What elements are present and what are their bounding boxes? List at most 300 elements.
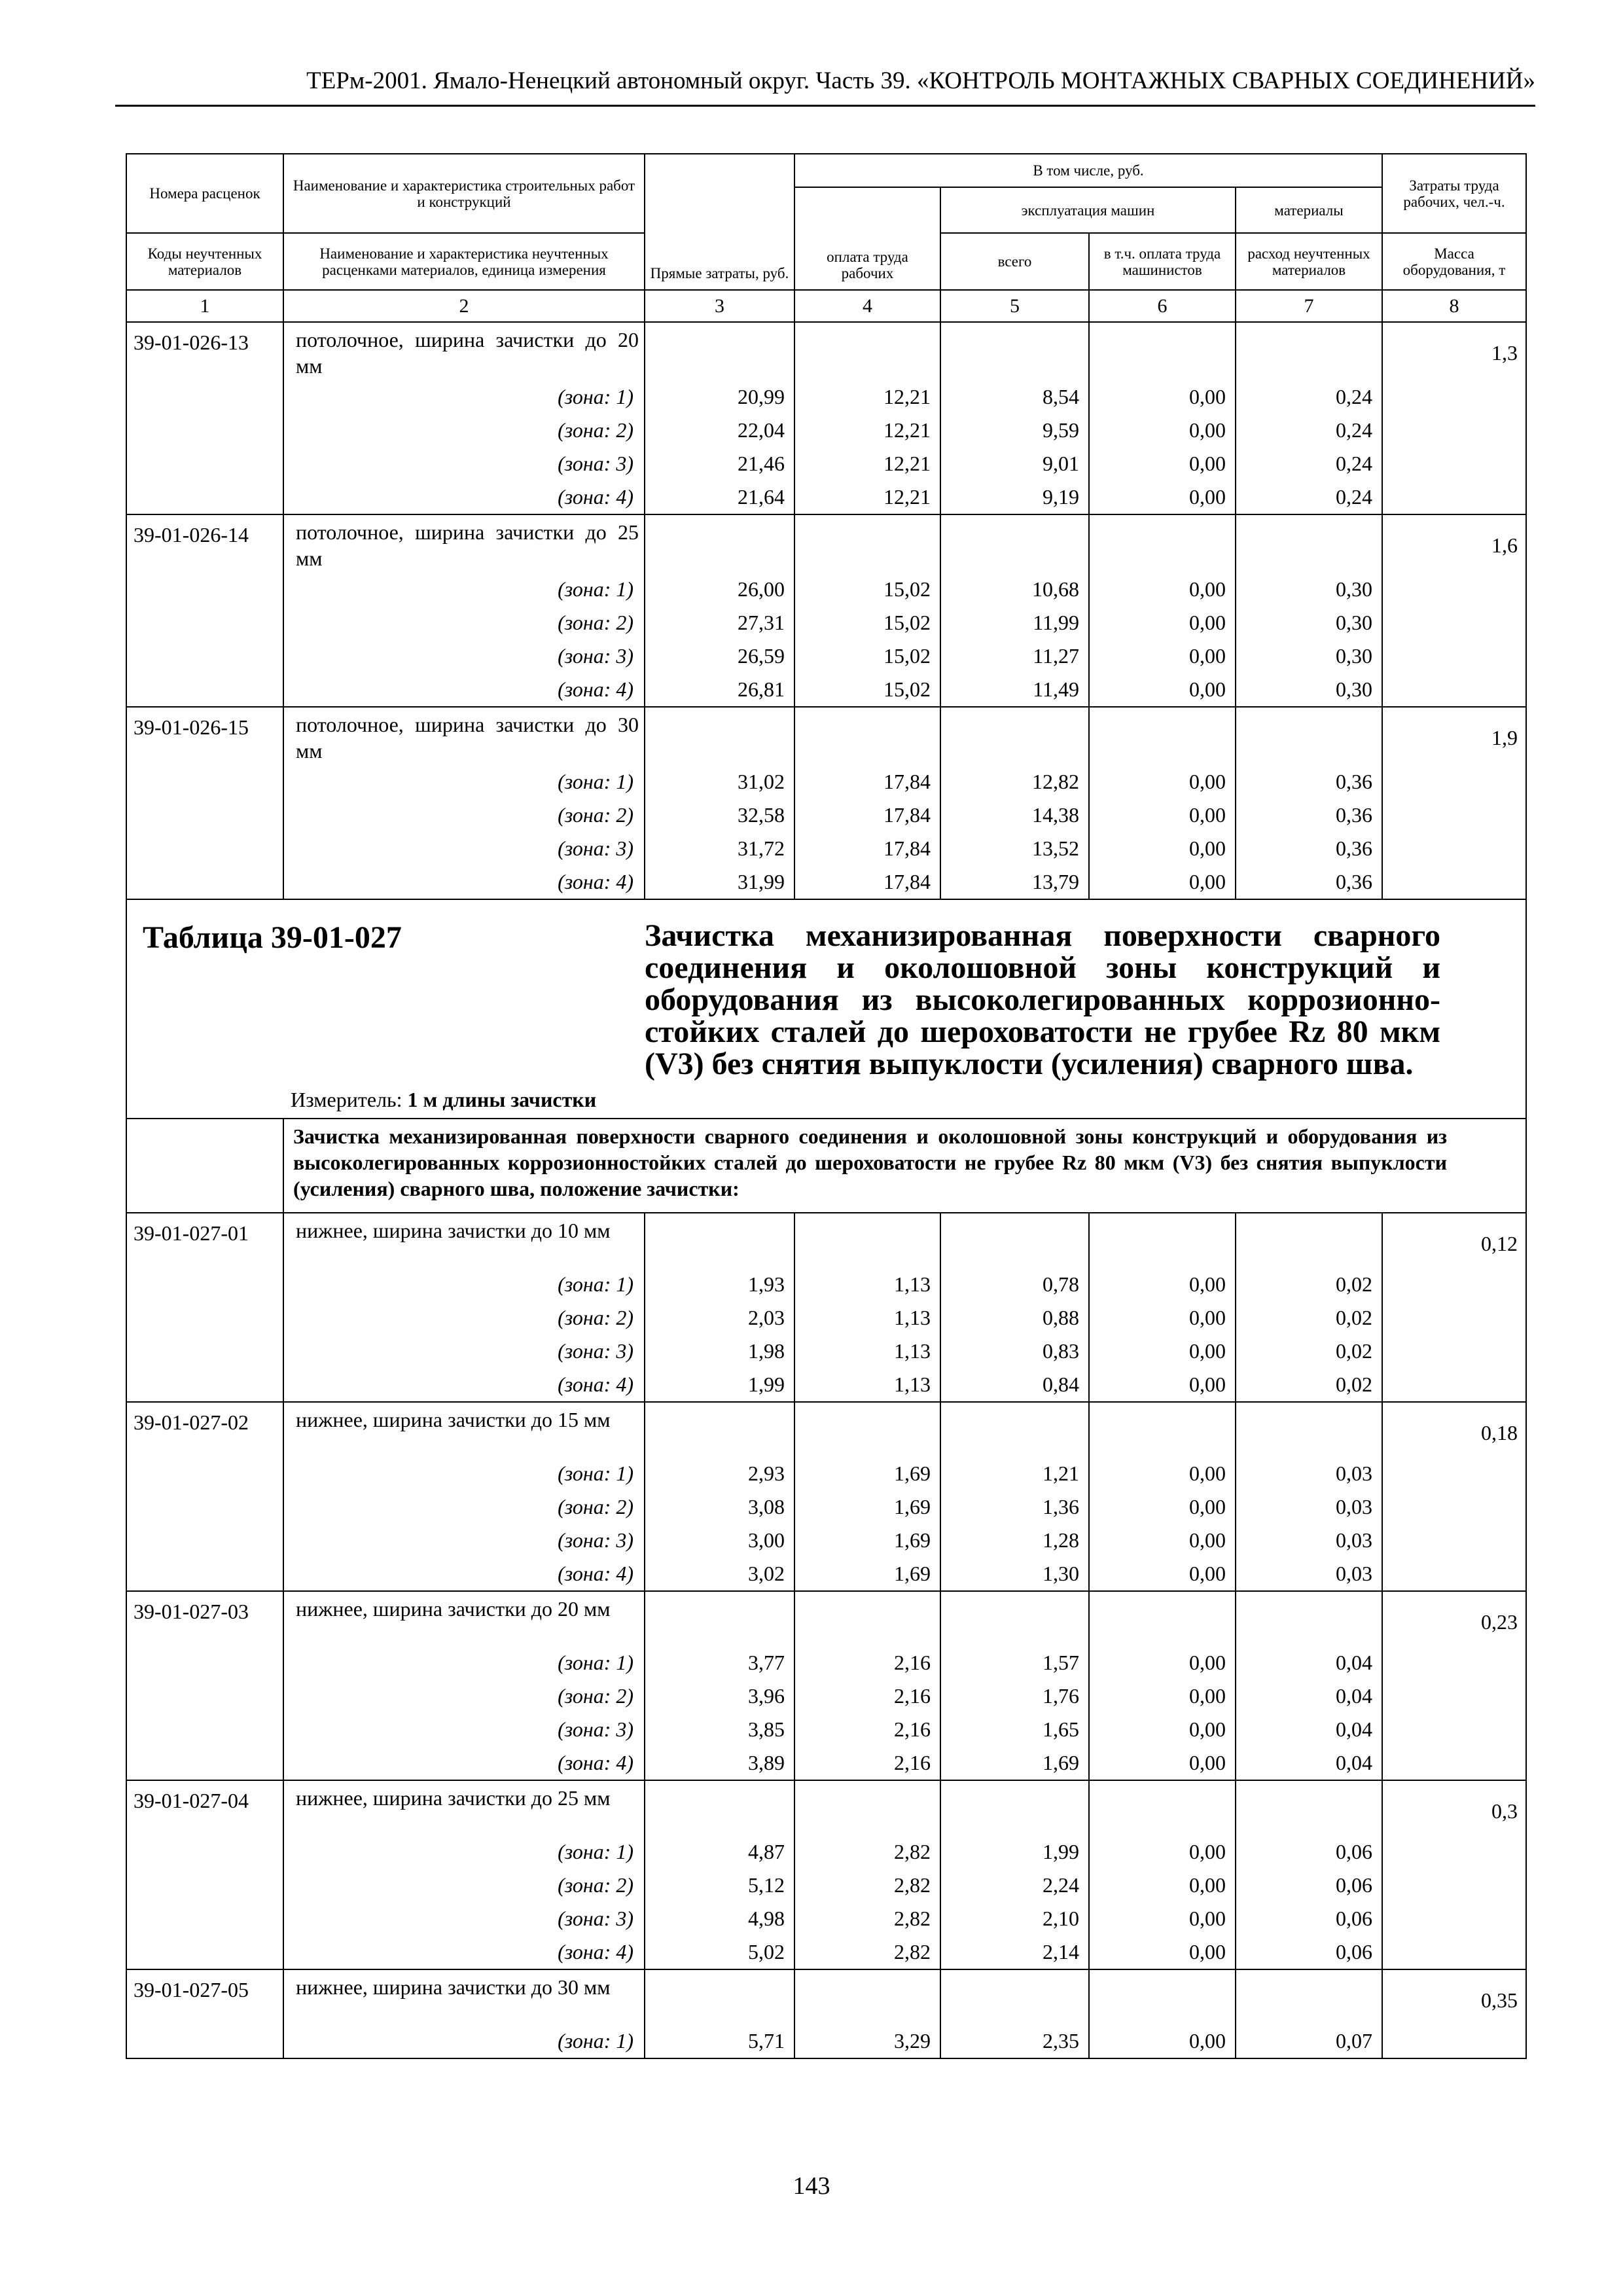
machines-cost: 1,36 [940,1490,1089,1524]
zone-label: (зона: 1) [283,1646,645,1679]
machinists-wages: 0,00 [1089,1335,1236,1368]
machines-cost: 0,84 [940,1368,1089,1402]
machinists-wages: 0,00 [1089,1301,1236,1335]
section-title: Зачистка механизированная поверхности сварного соединения и околошовной зоны конструкций и оборудования из высоколегированных коррозионно-стойких сталей до шероховатости не грубее Rz 80 мкм (V3) без снятия выпуклости (усиления) сварного шва. [645,899,1526,1080]
machinists-wages: 0,00 [1089,2024,1236,2058]
measure-value: 1 м длины зачистки [407,1088,597,1111]
wages-cost: 12,21 [794,380,940,414]
materials-cost: 0,03 [1236,1524,1382,1557]
wages-cost: 17,84 [794,832,940,865]
machines-cost: 9,59 [940,414,1089,447]
zone-label: (зона: 1) [283,573,645,606]
zone-row [126,1746,1526,1780]
price-table [126,153,1527,2059]
wages-cost: 1,69 [794,1524,940,1557]
empty-cell [1089,1213,1236,1268]
machines-cost: 1,28 [940,1524,1089,1557]
zone-label: (зона: 1) [283,765,645,798]
zone-row [126,1557,1526,1591]
wages-cost: 2,16 [794,1713,940,1746]
rate-row [126,1591,1526,1646]
rate-code: 39-01-027-05 [126,1969,283,2058]
zone-label: (зона: 2) [283,798,645,832]
empty-cell [1236,1591,1382,1646]
zone-label: (зона: 3) [283,1524,645,1557]
column-number: 3 [645,290,794,322]
empty-cell [645,514,794,573]
zone-row [126,573,1526,606]
materials-cost: 0,30 [1236,573,1382,606]
direct-cost: 5,71 [645,2024,794,2058]
zone-label: (зона: 2) [283,1679,645,1713]
machines-cost: 13,79 [940,865,1089,899]
empty-cell [794,707,940,765]
direct-cost: 26,81 [645,673,794,707]
machines-cost: 0,83 [940,1335,1089,1368]
machines-cost: 2,14 [940,1935,1089,1969]
materials-cost: 0,04 [1236,1713,1382,1746]
direct-cost: 3,08 [645,1490,794,1524]
zone-label: (зона: 3) [283,1335,645,1368]
materials-cost: 0,02 [1236,1335,1382,1368]
wages-cost: 17,84 [794,798,940,832]
zone-row [126,1335,1526,1368]
measure-cell [126,1080,1526,1119]
zone-row [126,606,1526,639]
empty-cell [1089,1591,1236,1646]
machinists-wages: 0,00 [1089,798,1236,832]
zone-row [126,1301,1526,1335]
zone-row [126,765,1526,798]
empty-cell [1089,1402,1236,1457]
materials-cost: 0,02 [1236,1268,1382,1301]
machines-cost: 0,88 [940,1301,1089,1335]
empty-cell [645,1780,794,1835]
empty-cell [940,1591,1089,1646]
zone-row [126,1935,1526,1969]
rate-code: 39-01-026-14 [126,514,283,707]
rate-row [126,514,1526,573]
labor-cost: 0,23 [1382,1591,1526,1780]
materials-cost: 0,02 [1236,1368,1382,1402]
column-number: 6 [1089,290,1236,322]
header-wages: оплата труда рабочих [794,187,940,290]
machines-cost: 0,78 [940,1268,1089,1301]
zone-row [126,1490,1526,1524]
empty-cell [794,1780,940,1835]
wages-cost: 17,84 [794,765,940,798]
direct-cost: 3,77 [645,1646,794,1679]
materials-cost: 0,07 [1236,2024,1382,2058]
machinists-wages: 0,00 [1089,1713,1236,1746]
machines-cost: 11,49 [940,673,1089,707]
direct-cost: 5,12 [645,1869,794,1902]
zone-label: (зона: 1) [283,1835,645,1869]
wages-cost: 12,21 [794,414,940,447]
zone-label: (зона: 2) [283,606,645,639]
machines-cost: 11,27 [940,639,1089,673]
materials-cost: 0,36 [1236,832,1382,865]
description-row [126,1119,1526,1213]
empty-cell [645,322,794,380]
machinists-wages: 0,00 [1089,1557,1236,1591]
direct-cost: 4,87 [645,1835,794,1869]
zone-row [126,832,1526,865]
empty-cell [1236,1969,1382,2024]
direct-cost: 3,96 [645,1679,794,1713]
zone-row [126,447,1526,480]
wages-cost: 12,21 [794,447,940,480]
machines-cost: 1,99 [940,1835,1089,1869]
machinists-wages: 0,00 [1089,1835,1236,1869]
empty-cell [940,514,1089,573]
wages-cost: 1,13 [794,1301,940,1335]
materials-cost: 0,06 [1236,1835,1382,1869]
empty-cell [1236,1213,1382,1268]
header-direct: Прямые затраты, руб. [645,154,794,290]
empty-cell [940,1780,1089,1835]
running-header: ТЕРм-2001. Ямало-Ненецкий автономный округ. Часть 39. «КОНТРОЛЬ МОНТАЖНЫХ СВАРНЫХ СОЕДИНЕНИЙ» [306,67,1535,94]
materials-cost: 0,03 [1236,1457,1382,1490]
zone-label: (зона: 3) [283,639,645,673]
empty-cell [1089,514,1236,573]
header-material-use: расход неучтенных материалов [1236,233,1382,290]
zone-label: (зона: 4) [283,1557,645,1591]
machinists-wages: 0,00 [1089,573,1236,606]
machinists-wages: 0,00 [1089,447,1236,480]
zone-label: (зона: 1) [283,1457,645,1490]
rate-name: потолочное, ширина зачистки до 30 мм [283,707,645,765]
direct-cost: 27,31 [645,606,794,639]
empty-cell [1236,514,1382,573]
machines-cost: 2,35 [940,2024,1089,2058]
wages-cost: 2,16 [794,1679,940,1713]
rate-name: потолочное, ширина зачистки до 20 мм [283,322,645,380]
direct-cost: 3,02 [645,1557,794,1591]
machinists-wages: 0,00 [1089,1524,1236,1557]
empty-cell [794,514,940,573]
direct-cost: 32,58 [645,798,794,832]
wages-cost: 15,02 [794,639,940,673]
column-number: 2 [283,290,645,322]
wages-cost: 1,69 [794,1490,940,1524]
zone-row [126,639,1526,673]
wages-cost: 1,13 [794,1268,940,1301]
zone-label: (зона: 4) [283,673,645,707]
direct-cost: 21,64 [645,480,794,514]
header-material-names: Наименование и характеристика неучтенных расценками материалов, единица измерения [283,233,645,290]
machines-cost: 1,76 [940,1679,1089,1713]
section-label-cell [126,899,645,1080]
materials-cost: 0,06 [1236,1869,1382,1902]
direct-cost: 31,99 [645,865,794,899]
empty-cell [645,1402,794,1457]
zone-row [126,1679,1526,1713]
rate-row [126,1780,1526,1835]
column-number: 4 [794,290,940,322]
materials-cost: 0,24 [1236,480,1382,514]
zone-label: (зона: 3) [283,1902,645,1935]
machines-cost: 1,57 [940,1646,1089,1679]
materials-cost: 0,36 [1236,765,1382,798]
machinists-wages: 0,00 [1089,606,1236,639]
wages-cost: 2,82 [794,1835,940,1869]
wages-cost: 2,82 [794,1902,940,1935]
wages-cost: 15,02 [794,573,940,606]
zone-row [126,1368,1526,1402]
empty-cell [645,1969,794,2024]
labor-cost: 1,6 [1382,514,1526,707]
section-label: Таблица 39-01-027 [143,920,402,955]
machines-cost: 12,82 [940,765,1089,798]
empty-cell [794,1969,940,2024]
empty-cell [1089,1969,1236,2024]
machinists-wages: 0,00 [1089,414,1236,447]
machines-cost: 2,24 [940,1869,1089,1902]
column-number: 1 [126,290,283,322]
machinists-wages: 0,00 [1089,1490,1236,1524]
empty-cell [1089,1780,1236,1835]
empty-cell [940,1969,1089,2024]
header-machines-total: всего [940,233,1089,290]
empty-cell [940,322,1089,380]
wages-cost: 3,29 [794,2024,940,2058]
machines-cost: 1,30 [940,1557,1089,1591]
zone-label: (зона: 3) [283,1713,645,1746]
rate-name: нижнее, ширина зачистки до 20 мм [283,1591,645,1646]
machinists-wages: 0,00 [1089,832,1236,865]
zone-row [126,1835,1526,1869]
materials-cost: 0,36 [1236,865,1382,899]
machinists-wages: 0,00 [1089,480,1236,514]
rate-row [126,1969,1526,2024]
rate-name: нижнее, ширина зачистки до 15 мм [283,1402,645,1457]
machinists-wages: 0,00 [1089,380,1236,414]
machinists-wages: 0,00 [1089,765,1236,798]
machinists-wages: 0,00 [1089,639,1236,673]
empty-cell [940,707,1089,765]
machinists-wages: 0,00 [1089,1869,1236,1902]
zone-label: (зона: 1) [283,380,645,414]
machines-cost: 14,38 [940,798,1089,832]
measure-row [126,1080,1526,1119]
direct-cost: 22,04 [645,414,794,447]
rate-name: потолочное, ширина зачистки до 25 мм [283,514,645,573]
rate-code: 39-01-026-15 [126,707,283,899]
zone-row [126,414,1526,447]
machinists-wages: 0,00 [1089,673,1236,707]
empty-cell [645,707,794,765]
zone-label: (зона: 4) [283,1746,645,1780]
zone-label: (зона: 2) [283,1869,645,1902]
machinists-wages: 0,00 [1089,1935,1236,1969]
labor-cost: 0,12 [1382,1213,1526,1402]
wages-cost: 1,13 [794,1335,940,1368]
direct-cost: 2,93 [645,1457,794,1490]
wages-cost: 15,02 [794,673,940,707]
materials-cost: 0,30 [1236,606,1382,639]
rate-row [126,1402,1526,1457]
materials-cost: 0,03 [1236,1557,1382,1591]
materials-cost: 0,24 [1236,380,1382,414]
rate-name: нижнее, ширина зачистки до 10 мм [283,1213,645,1268]
header-names: Наименование и характеристика строительных работ и конструкций [283,154,645,233]
header-codes: Номера расценок [126,154,283,233]
empty-cell [1236,1402,1382,1457]
empty-cell [1089,322,1236,380]
materials-cost: 0,03 [1236,1490,1382,1524]
zone-label: (зона: 4) [283,480,645,514]
wages-cost: 15,02 [794,606,940,639]
zone-row [126,673,1526,707]
empty-cell [1089,707,1236,765]
machines-cost: 13,52 [940,832,1089,865]
rate-row [126,322,1526,380]
machinists-wages: 0,00 [1089,1268,1236,1301]
price-table-body [126,154,1526,2058]
machines-cost: 10,68 [940,573,1089,606]
zone-label: (зона: 1) [283,2024,645,2058]
header-rule [115,105,1535,107]
labor-cost: 0,35 [1382,1969,1526,2058]
machinists-wages: 0,00 [1089,1646,1236,1679]
column-numbers-row [126,290,1526,322]
empty-cell [645,1213,794,1268]
empty-cell [126,1119,283,1213]
zone-row [126,2024,1526,2058]
labor-cost: 1,9 [1382,707,1526,899]
machinists-wages: 0,00 [1089,865,1236,899]
labor-cost: 1,3 [1382,322,1526,514]
column-number: 7 [1236,290,1382,322]
empty-cell [1236,1780,1382,1835]
measure-label: Измеритель: [291,1088,402,1111]
materials-cost: 0,24 [1236,447,1382,480]
wages-cost: 17,84 [794,865,940,899]
rate-code: 39-01-026-13 [126,322,283,514]
rate-row [126,707,1526,765]
labor-cost: 0,3 [1382,1780,1526,1969]
rate-name: нижнее, ширина зачистки до 30 мм [283,1969,645,2024]
zone-row [126,1713,1526,1746]
empty-cell [1236,322,1382,380]
machines-cost: 2,10 [940,1902,1089,1935]
machines-cost: 9,01 [940,447,1089,480]
machines-cost: 8,54 [940,380,1089,414]
page-number: 143 [793,2172,830,2200]
direct-cost: 21,46 [645,447,794,480]
direct-cost: 2,03 [645,1301,794,1335]
empty-cell [1236,707,1382,765]
materials-cost: 0,24 [1236,414,1382,447]
zone-label: (зона: 2) [283,414,645,447]
rate-code: 39-01-027-04 [126,1780,283,1969]
machinists-wages: 0,00 [1089,1368,1236,1402]
zone-row [126,1457,1526,1490]
machinists-wages: 0,00 [1089,1457,1236,1490]
direct-cost: 1,98 [645,1335,794,1368]
zone-row [126,1902,1526,1935]
direct-cost: 3,85 [645,1713,794,1746]
table-section [126,899,1526,1080]
header-machinists-wages: в т.ч. оплата труда машинистов [1089,233,1236,290]
zone-row [126,1869,1526,1902]
header-including: В том числе, руб. [794,154,1382,187]
zone-label: (зона: 1) [283,1268,645,1301]
zone-label: (зона: 4) [283,865,645,899]
wages-cost: 1,13 [794,1368,940,1402]
wages-cost: 1,69 [794,1557,940,1591]
machinists-wages: 0,00 [1089,1679,1236,1713]
direct-cost: 31,02 [645,765,794,798]
machines-cost: 11,99 [940,606,1089,639]
materials-cost: 0,04 [1236,1746,1382,1780]
wages-cost: 2,82 [794,1935,940,1969]
machines-cost: 9,19 [940,480,1089,514]
zone-row [126,380,1526,414]
machinists-wages: 0,00 [1089,1746,1236,1780]
rate-row [126,1213,1526,1268]
machines-cost: 1,69 [940,1746,1089,1780]
rate-code: 39-01-027-03 [126,1591,283,1780]
zone-label: (зона: 2) [283,1490,645,1524]
empty-cell [794,1402,940,1457]
zone-row [126,480,1526,514]
rate-name: нижнее, ширина зачистки до 25 мм [283,1780,645,1835]
materials-cost: 0,06 [1236,1902,1382,1935]
machinists-wages: 0,00 [1089,1902,1236,1935]
empty-cell [940,1213,1089,1268]
header-material-codes: Коды неучтенных материалов [126,233,283,290]
wages-cost: 1,69 [794,1457,940,1490]
materials-cost: 0,04 [1236,1679,1382,1713]
wages-cost: 2,16 [794,1746,940,1780]
zone-row [126,1268,1526,1301]
zone-label: (зона: 3) [283,447,645,480]
empty-cell [794,1213,940,1268]
header-labor: Затраты труда рабочих, чел.-ч. [1382,154,1526,233]
direct-cost: 4,98 [645,1902,794,1935]
zone-label: (зона: 4) [283,1368,645,1402]
direct-cost: 31,72 [645,832,794,865]
column-number: 5 [940,290,1089,322]
header-machines: эксплуатация машин [940,187,1236,233]
empty-cell [794,1591,940,1646]
machines-cost: 1,21 [940,1457,1089,1490]
table-header-row-1 [126,154,1526,187]
direct-cost: 20,99 [645,380,794,414]
zone-row [126,798,1526,832]
wages-cost: 12,21 [794,480,940,514]
zone-label: (зона: 3) [283,832,645,865]
machines-cost: 1,65 [940,1713,1089,1746]
direct-cost: 26,59 [645,639,794,673]
empty-cell [794,322,940,380]
column-number: 8 [1382,290,1526,322]
materials-cost: 0,02 [1236,1301,1382,1335]
direct-cost: 26,00 [645,573,794,606]
direct-cost: 3,00 [645,1524,794,1557]
header-materials: материалы [1236,187,1382,233]
section-description: Зачистка механизированная поверхности сварного соединения и околошовной зоны конструкций и оборудования из высоколегированных коррозионностойких сталей до шероховатости не грубее Rz 80 мкм (V3) без снятия выпуклости (усиления) сварного шва, положение зачистки: [283,1119,1526,1213]
direct-cost: 1,93 [645,1268,794,1301]
empty-cell [940,1402,1089,1457]
zone-label: (зона: 2) [283,1301,645,1335]
zone-label: (зона: 4) [283,1935,645,1969]
rate-code: 39-01-027-01 [126,1213,283,1402]
wages-cost: 2,82 [794,1869,940,1902]
direct-cost: 1,99 [645,1368,794,1402]
